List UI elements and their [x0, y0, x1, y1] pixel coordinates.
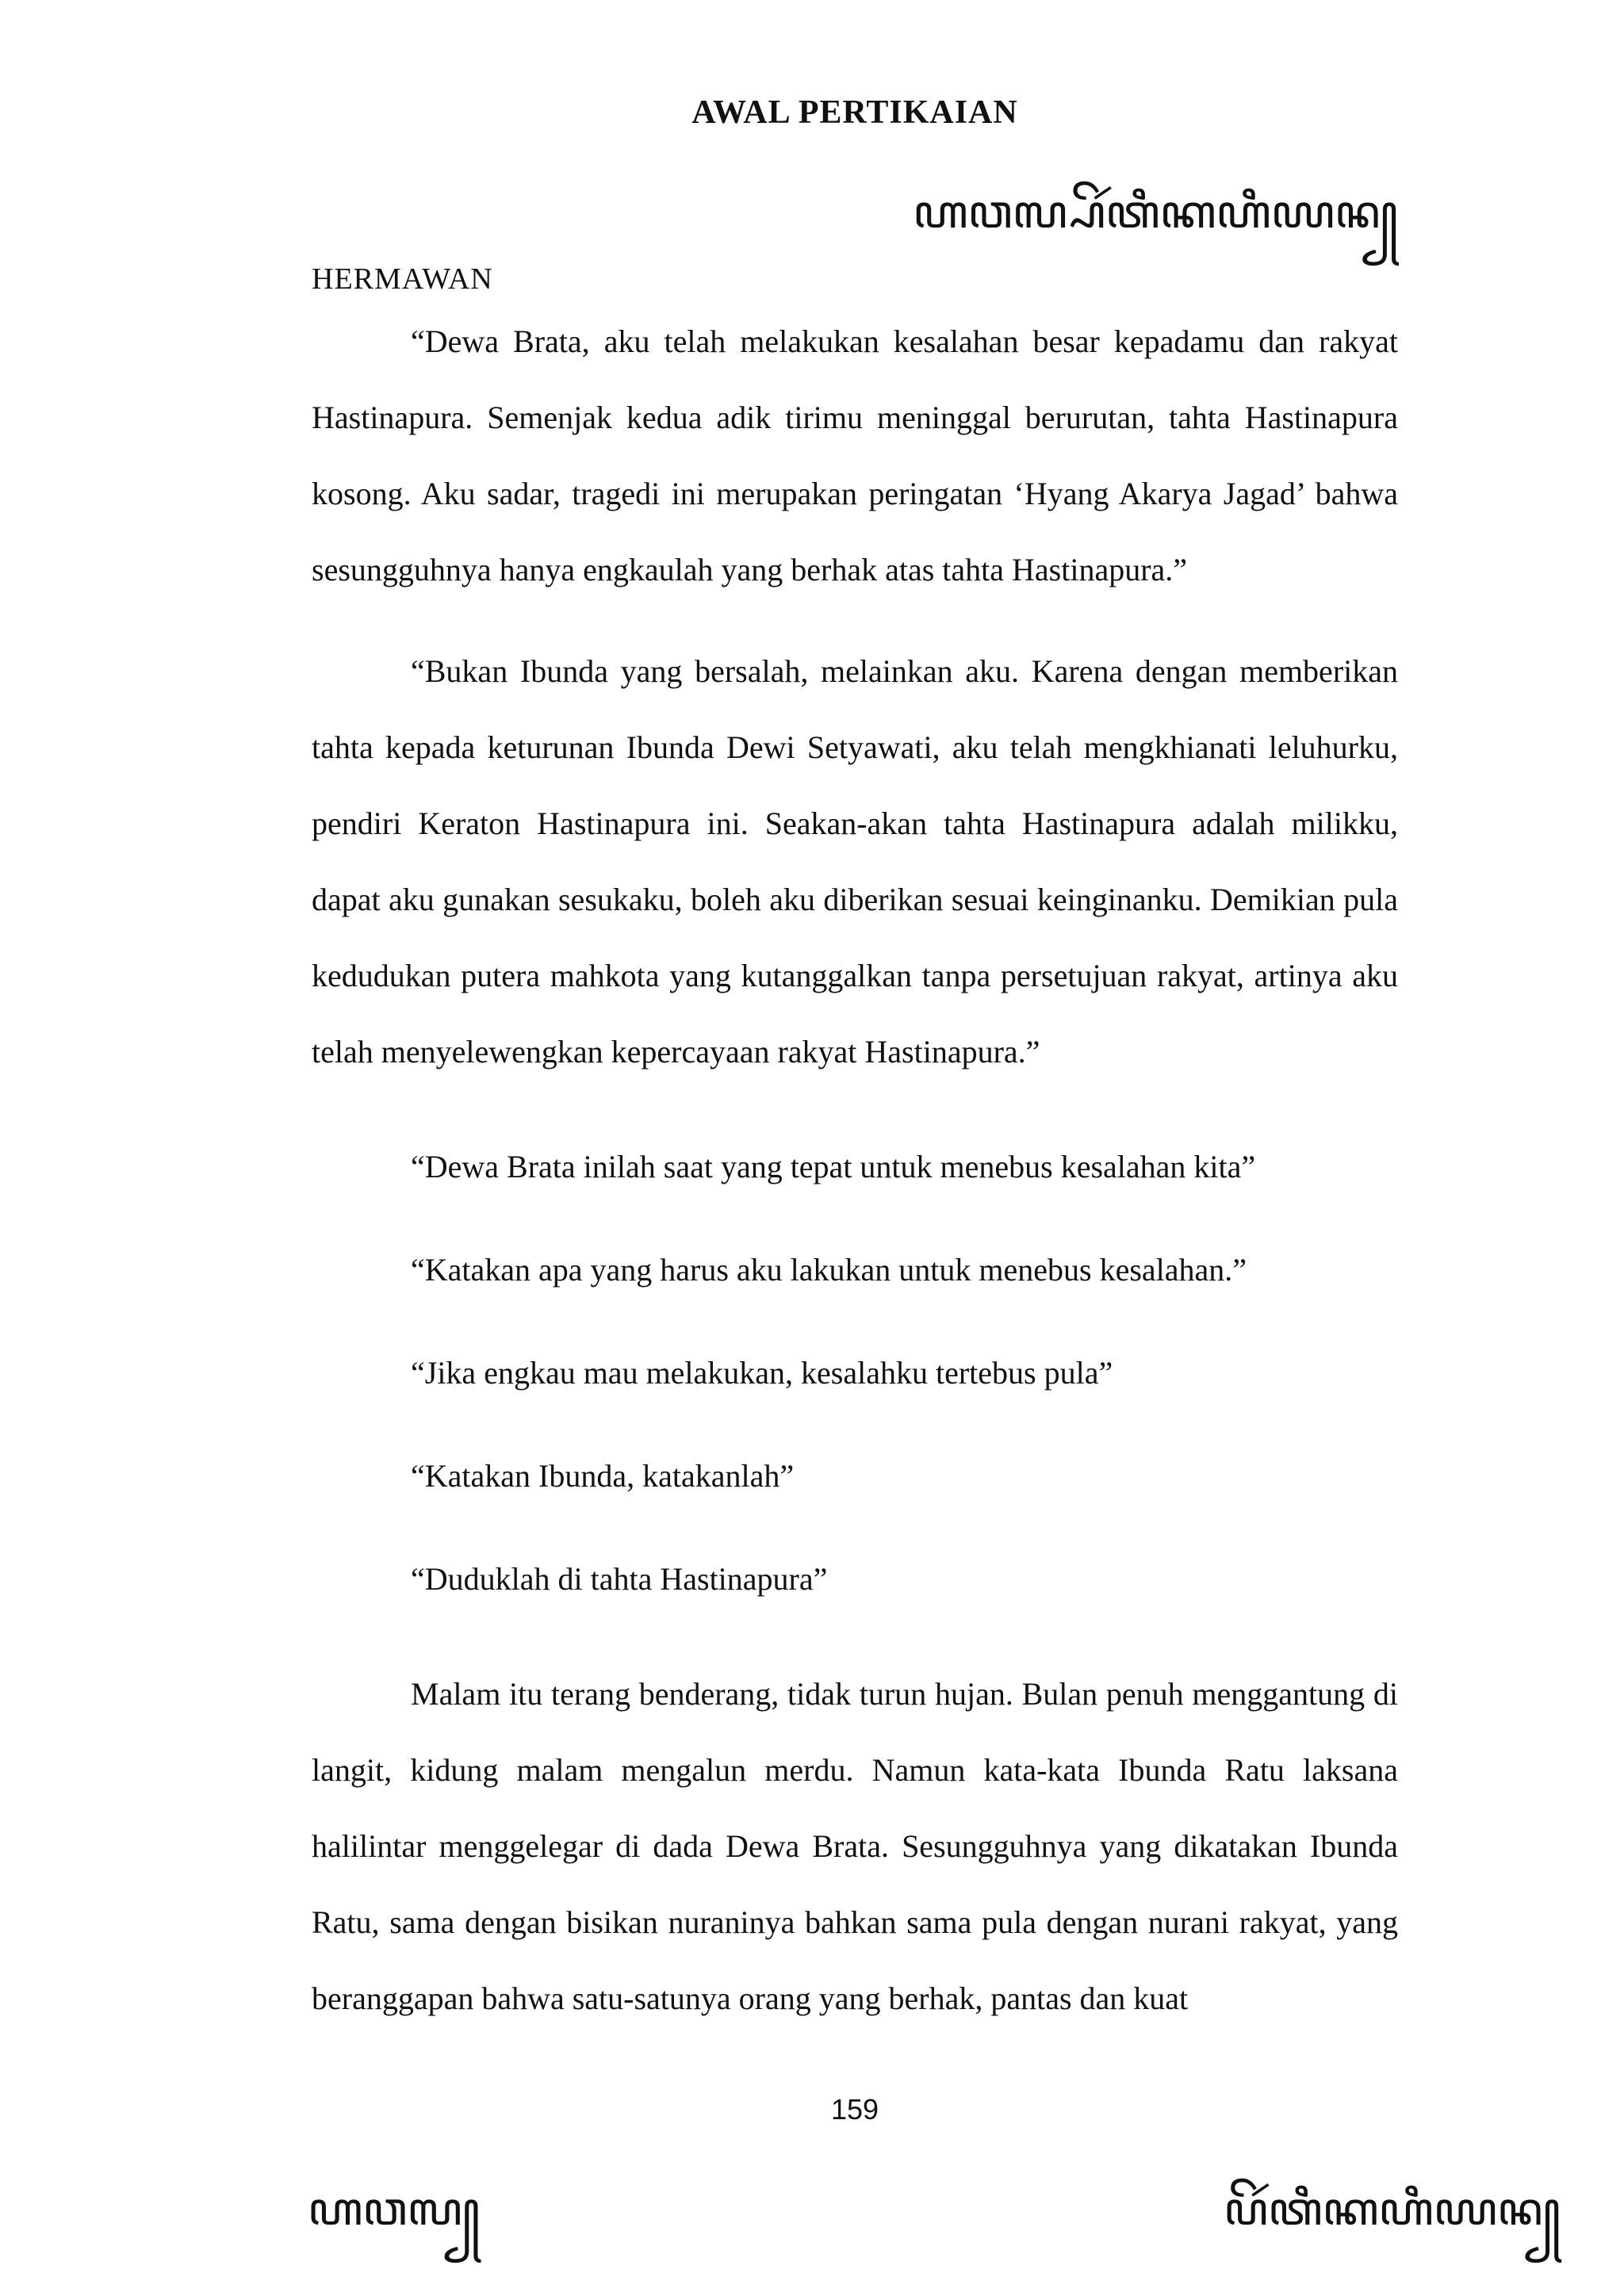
javanese-script-footer-right: ꦥꦼꦂꦠꦶꦏꦲꦶꦪꦤ꧀ — [1224, 2182, 1561, 2236]
dialog-line: “Dewa Brata inilah saat yang tepat untuk menebus kesalahan kita” — [411, 1149, 1256, 1184]
author-name: HERMAWAN — [312, 262, 493, 296]
dialog-line: “Duduklah di tahta Hastinapura” — [411, 1561, 828, 1597]
paragraph: Malam itu terang benderang, tidak turun hujan. Bulan penuh menggantung di langit, kidung malam mengalun merdu. Namun kata-kata Ibunda Ratu laksana halilintar menggelegar di dada Dewa Brata. Sesungguhnya yang dikatakan Ibunda Ratu, sama dengan bisikan nuraninya bahkan sama pula dengan nurani rakyat, yang beranggapan bahwa satu-satunya orang yang berhak, pantas dan kuat — [312, 1676, 1398, 2016]
paragraph: “Bukan Ibunda yang bersalah, melainkan aku. Karena dengan memberikan tahta kepada keturunan Ibunda Dewi Setyawati, aku telah mengkhianati leluhurku, pendiri Keraton Hastinapura ini. Seakan-akan tahta Hastinapura adalah milikku, dapat aku gunakan sesukaku, boleh aku diberikan sesuai keinginanku. Demikian pula kedudukan putera mahkota yang kutanggalkan tanpa persetujuan rakyat, artinya aku telah menyelewengkan kepercayaan rakyat Hastinapura.” — [312, 653, 1398, 1070]
body-text — [312, 304, 1398, 2037]
page-number: 159 — [830, 2093, 879, 2126]
javanese-script-title: ꦲꦮꦭ꧀ꦥꦼꦂꦠꦶꦏꦲꦶꦪꦤ꧀ — [913, 185, 1398, 239]
javanese-script-footer-left: ꦲꦮꦭ꧀ — [308, 2182, 481, 2236]
dialog-line: “Katakan Ibunda, katakanlah” — [411, 1458, 795, 1494]
paragraph: “Dewa Brata, aku telah melakukan kesalahan besar kepadamu dan rakyat Hastinapura. Semenjak kedua adik tirimu meninggal berurutan, tahta Hastinapura kosong. Aku sadar, tragedi ini merupakan peringatan ‘Hyang Akarya Jagad’ bahwa sesungguhnya hanya engkaulah yang berhak atas tahta Hastinapura.” — [312, 323, 1398, 587]
page-title: AWAL PERTIKAIAN — [691, 94, 1018, 131]
dialog-line: “Katakan apa yang harus aku lakukan untuk menebus kesalahan.” — [411, 1252, 1247, 1288]
dialog-line: “Jika engkau mau melakukan, kesalahku tertebus pula” — [411, 1355, 1113, 1391]
